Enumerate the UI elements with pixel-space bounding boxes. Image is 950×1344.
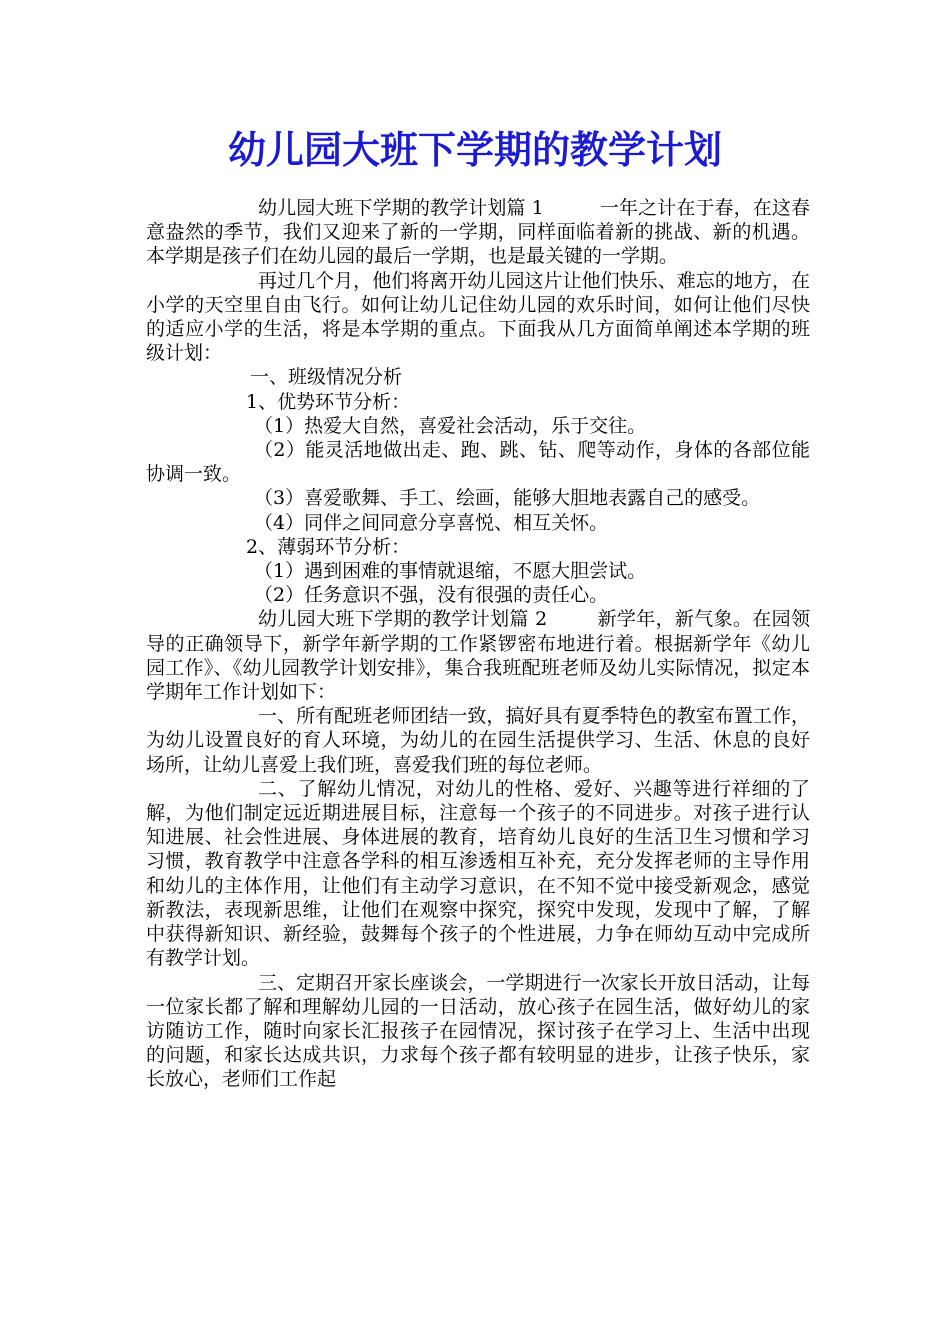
part2-intro: 新学年，新气象。在园领导的正确领导下，新学年新学期的工作紧锣密布地进行着。根据新学年《幼儿园工作》、《幼儿园教学计划安排》，集合我班配班老师及幼儿实际情况，拟定本学期年工作计划如下： xyxy=(146,608,810,704)
part2-item: 二、了解幼儿情况，对幼儿的性格、爱好、兴趣等进行祥细的了解，为他们制定远近期进展目标，注意每一个孩子的不同进步。对孩子进行认知进展、社会性进展、身体进展的教育，培育幼儿良好的生活卫生习惯和学习习惯，教育教学中注意各学科的相互渗透相互补充，充分发挥老师的主导作用和幼儿的主体作用，让他们有主动学习意识，在不知不觉中接受新观念，感觉新教法，表现新思维，让他们在观察中探究，探究中发现，发现中了解，了解中获得新知识、新经验，鼓舞每个孩子的个性进展，力争在师幼互动中完成所有教学计划。 xyxy=(146,777,810,970)
weakness-item: （1）遇到困难的事情就退缩，不愿大胆尝试。 xyxy=(254,560,647,583)
strength-item: （2）能灵活地做出走、跑、跳、钻、爬等动作，身体的各部位能协调一致。 xyxy=(146,439,810,486)
document-body xyxy=(146,196,810,1092)
part2-item: 一、所有配班老师团结一致，搞好具有夏季特色的教室布置工作，为幼儿设置良好的育人环境，为幼儿的在园生活提供学习、生活、休息的良好场所，让幼儿喜爱上我们班，喜爱我们班的每位老师。 xyxy=(146,705,810,776)
strength-item: （4）同伴之间同意分享喜悦、相互关怀。 xyxy=(254,511,609,534)
part2-item: 三、定期召开家长座谈会，一学期进行一次家长开放日活动，让每一位家长都了解和理解幼儿园的一日活动，放心孩子在园生活，做好幼儿的家访随访工作，随时向家长汇报孩子在园情况，探讨孩子在学习上、生活中出现的问题，和家长达成共识，力求每个孩子都有较明显的进步，让孩子快乐，家长放心，老师们工作起 xyxy=(146,971,810,1091)
part1-intro-paragraph xyxy=(146,196,810,269)
part2-heading: 幼儿园大班下学期的教学计划篇 2 xyxy=(258,608,548,631)
weakness-item: （2）任务意识不强，没有很强的责任心。 xyxy=(254,584,609,607)
section-1-heading: 一、班级情况分析 xyxy=(250,366,403,389)
document-title: 幼儿园大班下学期的教学计划 xyxy=(227,127,722,172)
part1-intro: 一年之计在于春，在这春意盎然的季节，我们又迎来了新的一学期，同样面临着新的挑战、新的机遇。本学期是孩子们在幼儿园的最后一学期，也是最关键的一学期。 xyxy=(146,197,810,268)
strength-item: （3）喜爱歌舞、手工、绘画，能够大胆地表露自己的感受。 xyxy=(254,487,761,510)
subsection-1-heading: 1、优势环节分析： xyxy=(246,390,411,413)
part2-intro-paragraph xyxy=(146,607,810,704)
part1-paragraph-2: 再过几个月，他们将离开幼儿园这片让他们快乐、难忘的地方，在小学的天空里自由飞行。如何让幼儿记住幼儿园的欢乐时间，如何让他们尽快的适应小学的生活，将是本学期的重点。下面我从几方面简单阐述本学期的班级计划： xyxy=(146,269,810,365)
strength-item: （1）热爱大自然，喜爱社会活动，乐于交往。 xyxy=(254,414,647,437)
part1-heading: 幼儿园大班下学期的教学计划篇 1 xyxy=(258,197,544,219)
subsection-2-heading: 2、薄弱环节分析： xyxy=(246,535,411,558)
